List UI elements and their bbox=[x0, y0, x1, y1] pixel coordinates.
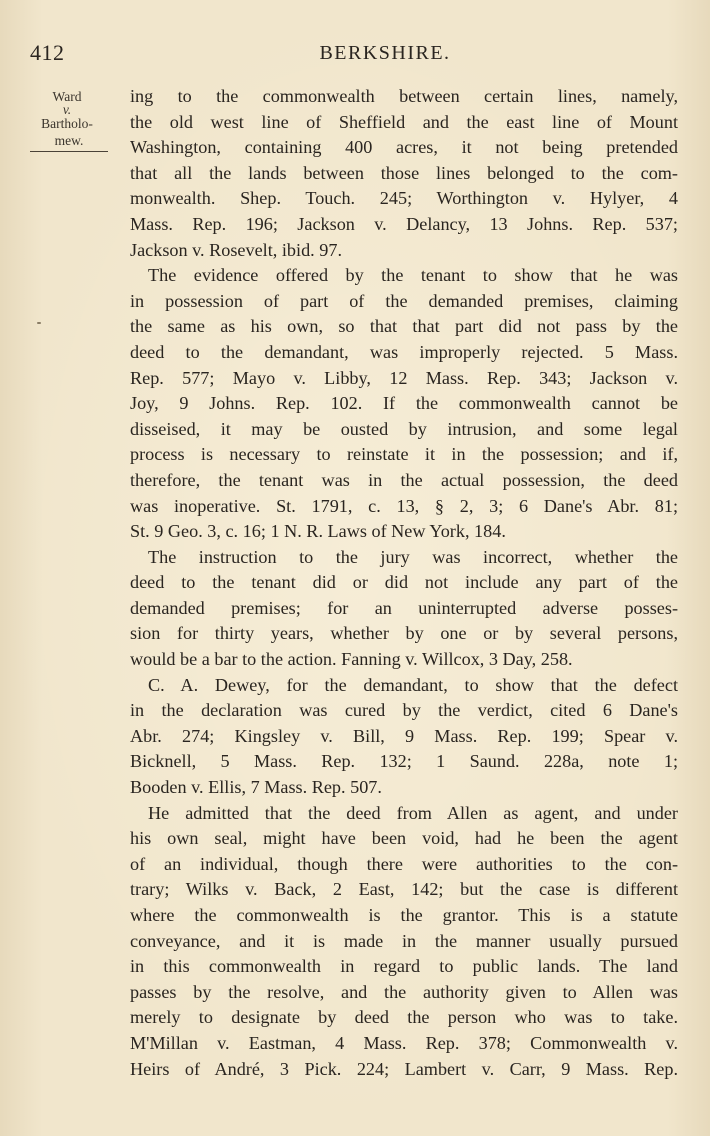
text-line: his own seal, might have been void, had he been the agent bbox=[130, 828, 678, 849]
text-line: in possession of part of the demanded premises, claiming bbox=[130, 290, 678, 311]
text-line: ing to the commonwealth between certain lines, namely, bbox=[130, 86, 678, 106]
text-line: Booden v. Ellis, 7 Mass. Rep. 507. bbox=[130, 777, 382, 798]
text-line: demanded premises; for an uninterrupted adverse posses- bbox=[130, 597, 678, 618]
margin-case-name bbox=[28, 88, 106, 152]
text-line: the old west line of Sheffield and the east line of Mount bbox=[130, 111, 678, 132]
text-line: He admitted that the deed from Allen as agent, and under bbox=[148, 802, 678, 823]
text-line: C. A. Dewey, for the demandant, to show that the defect bbox=[148, 674, 678, 695]
text-line: disseised, it may be ousted by intrusion, and some legal bbox=[130, 418, 678, 439]
text-line: merely to designate by deed the person who was to take. bbox=[130, 1007, 678, 1028]
text-line: Mass. Rep. 196; Jackson v. Delancy, 13 Johns. Rep. 537; bbox=[130, 213, 678, 234]
page-header bbox=[0, 40, 710, 72]
text-line: M'Millan v. Eastman, 4 Mass. Rep. 378; Commonwealth v. bbox=[130, 1032, 678, 1053]
text-line: passes by the resolve, and the authority given to Allen was bbox=[130, 981, 678, 1002]
margin-note-line: Bartholo- bbox=[41, 116, 93, 131]
text-line: that all the lands between those lines belonged to the com- bbox=[130, 162, 678, 183]
paper-speck bbox=[37, 322, 41, 324]
text-line: Rep. 577; Mayo v. Libby, 12 Mass. Rep. 343; Jackson v. bbox=[130, 367, 678, 388]
text-line: where the commonwealth is the grantor. This is a statute bbox=[130, 905, 678, 925]
running-head: BERKSHIRE. bbox=[319, 42, 451, 64]
text-line: process is necessary to reinstate it in the possession; and if, bbox=[130, 444, 678, 465]
text-line: conveyance, and it is made in the manner usually pursued bbox=[130, 930, 678, 951]
text-line: deed to the tenant did or did not include any part of the bbox=[130, 572, 678, 593]
text-line: sion for thirty years, whether by one or by several persons, bbox=[130, 623, 678, 644]
text-line: The instruction to the jury was incorrect, whether the bbox=[148, 546, 678, 567]
text-line: trary; Wilks v. Back, 2 East, 142; but the case is different bbox=[130, 879, 678, 900]
text-line: in the declaration was cured by the verdict, cited 6 Dane's bbox=[130, 700, 678, 721]
text-line: Heirs of André, 3 Pick. 224; Lambert v. Carr, 9 Mass. Rep. bbox=[130, 1058, 678, 1079]
text-line: The evidence offered by the tenant to show that he was bbox=[148, 265, 678, 286]
text-line: monwealth. Shep. Touch. 245; Worthington v. Hylyer, 4 bbox=[130, 188, 678, 209]
text-line: therefore, the tenant was in the actual possession, the deed bbox=[130, 469, 678, 490]
text-line: was inoperative. St. 1791, c. 13, § 2, 3; 6 Dane's Abr. 81; bbox=[130, 495, 678, 516]
text-line: Washington, containing 400 acres, it not being pretended bbox=[130, 137, 678, 158]
text-line: in this commonwealth in regard to public lands. The land bbox=[130, 956, 678, 977]
margin-note-line: mew. bbox=[30, 132, 108, 152]
margin-note-versus: v. bbox=[62, 102, 72, 117]
text-line: Abr. 274; Kingsley v. Bill, 9 Mass. Rep. 199; Spear v. bbox=[130, 725, 678, 746]
text-line: Joy, 9 Johns. Rep. 102. If the commonwealth cannot be bbox=[130, 393, 678, 414]
page-number: 412 bbox=[30, 40, 65, 65]
body-text bbox=[130, 84, 678, 1082]
text-line: of an individual, though there were authorities to the con- bbox=[130, 853, 678, 874]
text-line: would be a bar to the action. Fanning v. Willcox, 3 Day, 258. bbox=[130, 649, 573, 670]
margin-note-line: Ward bbox=[52, 89, 82, 104]
text-line: Jackson v. Rosevelt, ibid. 97. bbox=[130, 239, 342, 260]
text-line: St. 9 Geo. 3, c. 16; 1 N. R. Laws of New York, 184. bbox=[130, 521, 506, 542]
text-line: Bicknell, 5 Mass. Rep. 132; 1 Saund. 228a, note 1; bbox=[130, 751, 678, 772]
text-line: deed to the demandant, was improperly rejected. 5 Mass. bbox=[130, 341, 678, 362]
text-line: the same as his own, so that that part did not pass by the bbox=[130, 316, 678, 337]
